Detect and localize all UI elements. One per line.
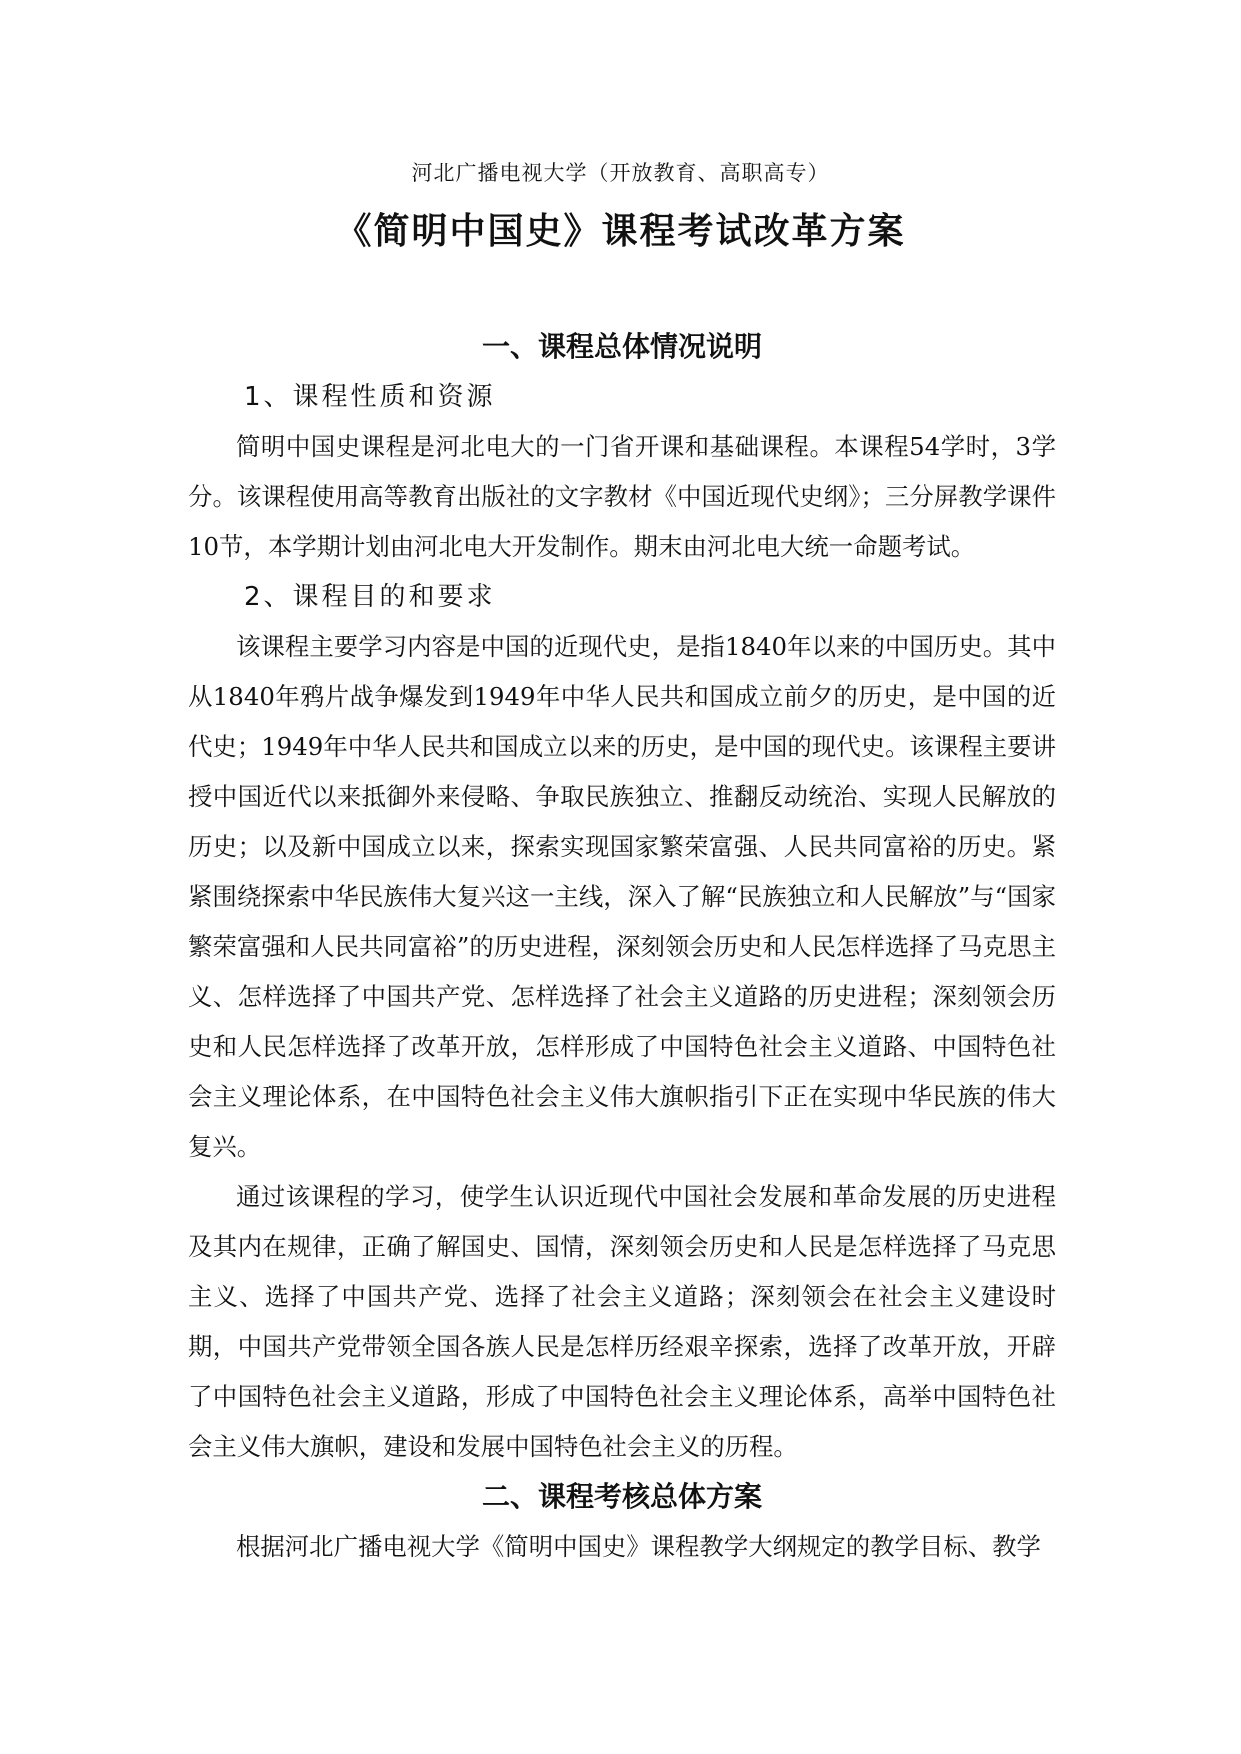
section2-paragraph: 根据河北广播电视大学《简明中国史》课程教学大纲规定的教学目标、教学 [236,1532,1041,1561]
section1-heading: 一、课程总体情况说明 [481,330,762,363]
subsection2-heading: 2、课程目的和要求 [244,582,496,612]
subsection1-heading: 1、课程性质和资源 [244,382,496,412]
subsection1-paragraph: 简明中国史课程是河北电大的一门省开课和基础课程。本课程54学时，3学分。该课程使用高等教育出版社的文字教材《中国近现代史纲》；三分屏教学课件10节，本学期计划由河北电大开发制作。期末由河北电大统一命题考试。 [188,432,1056,561]
subsection2-paragraph2: 通过该课程的学习，使学生认识近现代中国社会发展和革命发展的历史进程及其内在规律，正确了解国史、国情，深刻领会历史和人民是怎样选择了马克思主义、选择了中国共产党、选择了社会主义道路；深刻领会在社会主义建设时期，中国共产党带领全国各族人民是怎样历经艰辛探索，选择了改革开放，开辟了中国特色社会主义道路，形成了中国特色社会主义理论体系，高举中国特色社会主义伟大旗帜，建设和发展中国特色社会主义的历程。 [188,1182,1056,1461]
document-title: 《简明中国史》课程考试改革方案 [335,211,906,252]
document-body [188,322,1056,1572]
section2-heading: 二、课程考核总体方案 [481,1480,762,1513]
subsection2-paragraph1: 该课程主要学习内容是中国的近现代史，是指1840年以来的中国历史。其中从1840年鸦片战争爆发到1949年中华人民共和国成立前夕的历史，是中国的近代史；1949年中华人民共和国成立以来的历史，是中国的现代史。该课程主要讲授中国近代以来抵御外来侵略、争取民族独立、推翻反动统治、实现人民解放的历史；以及新中国成立以来，探索实现国家繁荣富强、人民共同富裕的历史。紧紧围绕探索中华民族伟大复兴这一主线，深入了解“民族独立和人民解放”与“国家繁荣富强和人民共同富裕”的历史进程，深刻领会历史和人民怎样选择了马克思主义、怎样选择了中国共产党、怎样选择了社会主义道路的历史进程；深刻领会历史和人民怎样选择了改革开放，怎样形成了中国特色社会主义道路、中国特色社会主义理论体系，在中国特色社会主义伟大旗帜指引下正在实现中华民族的伟大复兴。 [188,632,1056,1161]
institution-subtitle: 河北广播电视大学（开放教育、高职高专） [411,161,830,185]
